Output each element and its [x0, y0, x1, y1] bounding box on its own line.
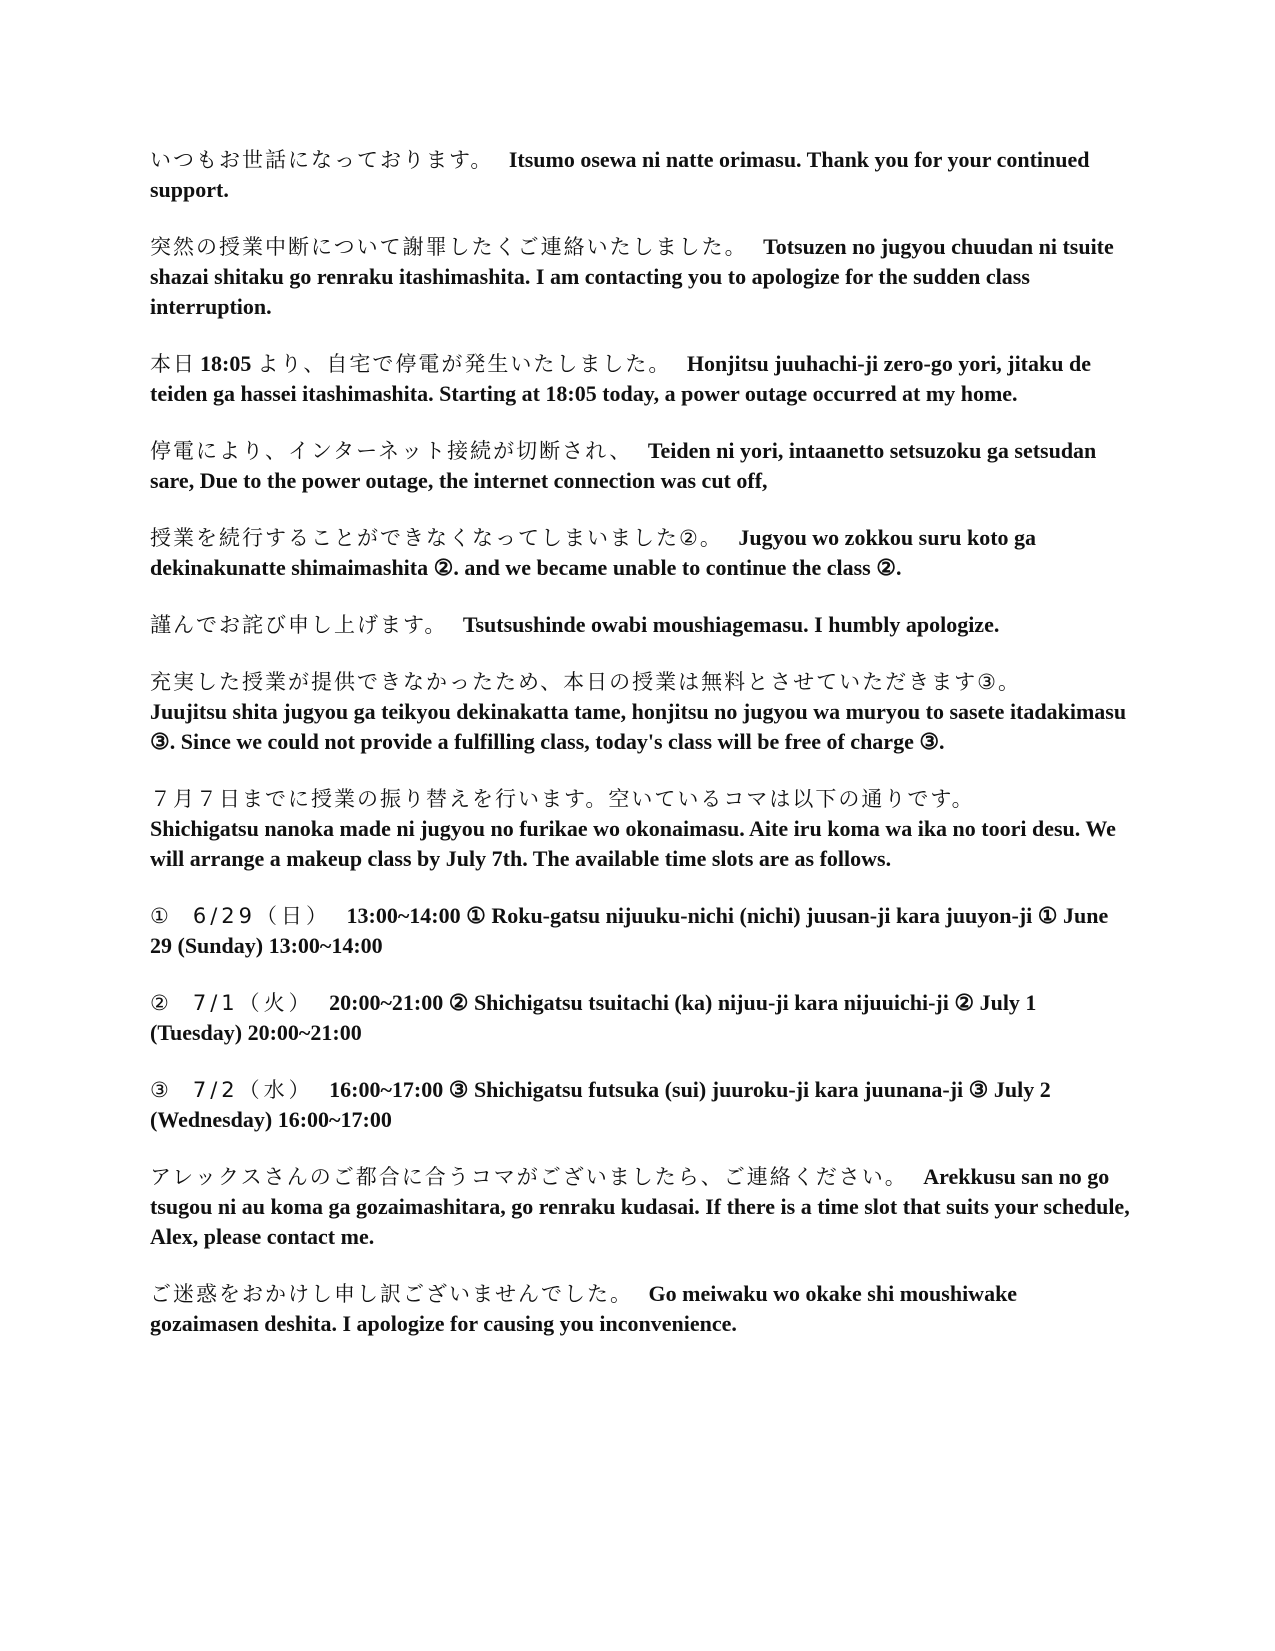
slot-number: ① — [150, 904, 171, 928]
slot-date: 7/1（火） — [192, 991, 314, 1015]
apology-intro-paragraph — [150, 232, 1130, 322]
power-outage-paragraph — [150, 349, 1130, 409]
romaji-translation: Jugyou wo zokkou suru koto ga dekinakunatte shimaimashita ②. and we became unable to continue the class ②. — [150, 525, 1037, 580]
romaji-translation: Shichigatsu nanoka made ni jugyou no furikae wo okonaimasu. Aite iru koma wa ika no toori desu. We will arrange a makeup class by July 7th. The available time slots are as follows. — [150, 816, 1116, 871]
romaji-translation: Tsutsushinde owabi moushiagemasu. I humbly apologize. — [462, 612, 1000, 637]
closing-apology-paragraph — [150, 1279, 1130, 1339]
class-stopped-paragraph — [150, 523, 1130, 583]
japanese-text: ご迷惑をおかけし申し訳ございませんでした。 — [150, 1282, 633, 1306]
humble-apology-paragraph — [150, 610, 1130, 640]
internet-cut-paragraph — [150, 436, 1130, 496]
japanese-text: 授業を続行することができなくなってしまいました②。 — [150, 526, 723, 550]
time-slot-1 — [150, 901, 1130, 961]
japanese-text: 充実した授業が提供できなかったため、本日の授業は無料とさせていただきます③。 — [150, 670, 1021, 694]
slot-number: ② — [150, 991, 171, 1015]
romaji-translation: Go meiwaku wo okake shi moushiwake gozaimasen deshita. I apologize for causing you inconvenience. — [150, 1281, 1018, 1336]
romaji-translation: ③ Shichigatsu futsuka (sui) juuroku-ji kara juunana-ji ③ July 2 (Wednesday) 16:00~17:00 — [150, 1077, 1051, 1132]
greeting-paragraph — [150, 145, 1130, 205]
romaji-translation: Juujitsu shita jugyou ga teikyou dekinakatta tame, honjitsu no jugyou wa muryou to sasete itadakimasu ③. Since we could not provide a fulfilling class, today's class will be free of charge ③. — [150, 699, 1127, 754]
romaji-translation: ② Shichigatsu tsuitachi (ka) nijuu-ji kara nijuuichi-ji ② July 1 (Tuesday) 20:00~21:00 — [150, 990, 1037, 1045]
letter-body — [150, 145, 1130, 1366]
romaji-translation: Totsuzen no jugyou chuudan ni tsuite shazai shitaku go renraku itashimashita. I am contacting you to apologize for the sudden class interruption. — [150, 234, 1114, 319]
japanese-text: より、自宅で停電が発生いたしました。 — [257, 352, 672, 376]
slot-number: ③ — [150, 1078, 171, 1102]
romaji-translation: Itsumo osewa ni natte orimasu. Thank you for your continued support. — [150, 147, 1090, 202]
romaji-translation: ① Roku-gatsu nijuuku-nichi (nichi) juusan-ji kara juuyon-ji ① June 29 (Sunday) 13:00~14:00 — [150, 903, 1109, 958]
romaji-translation: Teiden ni yori, intaanetto setsuzoku ga setsudan sare, Due to the power outage, the internet connection was cut off, — [150, 438, 1097, 493]
outage-time: 18:05 — [200, 351, 252, 376]
japanese-text: 停電により、インターネット接続が切断され、 — [150, 439, 633, 463]
japanese-text: 本日 — [150, 352, 196, 376]
slot-time: 16:00~17:00 — [329, 1077, 444, 1102]
free-class-paragraph — [150, 667, 1130, 757]
makeup-class-paragraph — [150, 784, 1130, 874]
japanese-text: いつもお世話になっております。 — [150, 148, 494, 172]
japanese-text: ７月７日までに授業の振り替えを行います。空いているコマは以下の通りです。 — [150, 787, 975, 811]
slot-date: 7/2（水） — [192, 1078, 314, 1102]
slot-date: 6/29（日） — [192, 904, 331, 928]
japanese-text: アレックスさんのご都合に合うコマがございましたら、ご連絡ください。 — [150, 1165, 908, 1189]
slot-time: 20:00~21:00 — [329, 990, 444, 1015]
contact-request-paragraph — [150, 1162, 1130, 1252]
slot-time: 13:00~14:00 — [346, 903, 461, 928]
time-slot-3 — [150, 1075, 1130, 1135]
japanese-text: 謹んでお詫び申し上げます。 — [150, 613, 448, 637]
japanese-text: 突然の授業中断について謝罪したくご連絡いたしました。 — [150, 235, 748, 259]
romaji-translation: Arekkusu san no go tsugou ni au koma ga gozaimashitara, go renraku kudasai. If there is a time slot that suits your schedule, Alex, please contact me. — [150, 1164, 1130, 1249]
time-slot-2 — [150, 988, 1130, 1048]
romaji-translation: Honjitsu juuhachi-ji zero-go yori, jitaku de teiden ga hassei itashimashita. Starting at 18:05 today, a power outage occurred at my home. — [150, 351, 1091, 406]
